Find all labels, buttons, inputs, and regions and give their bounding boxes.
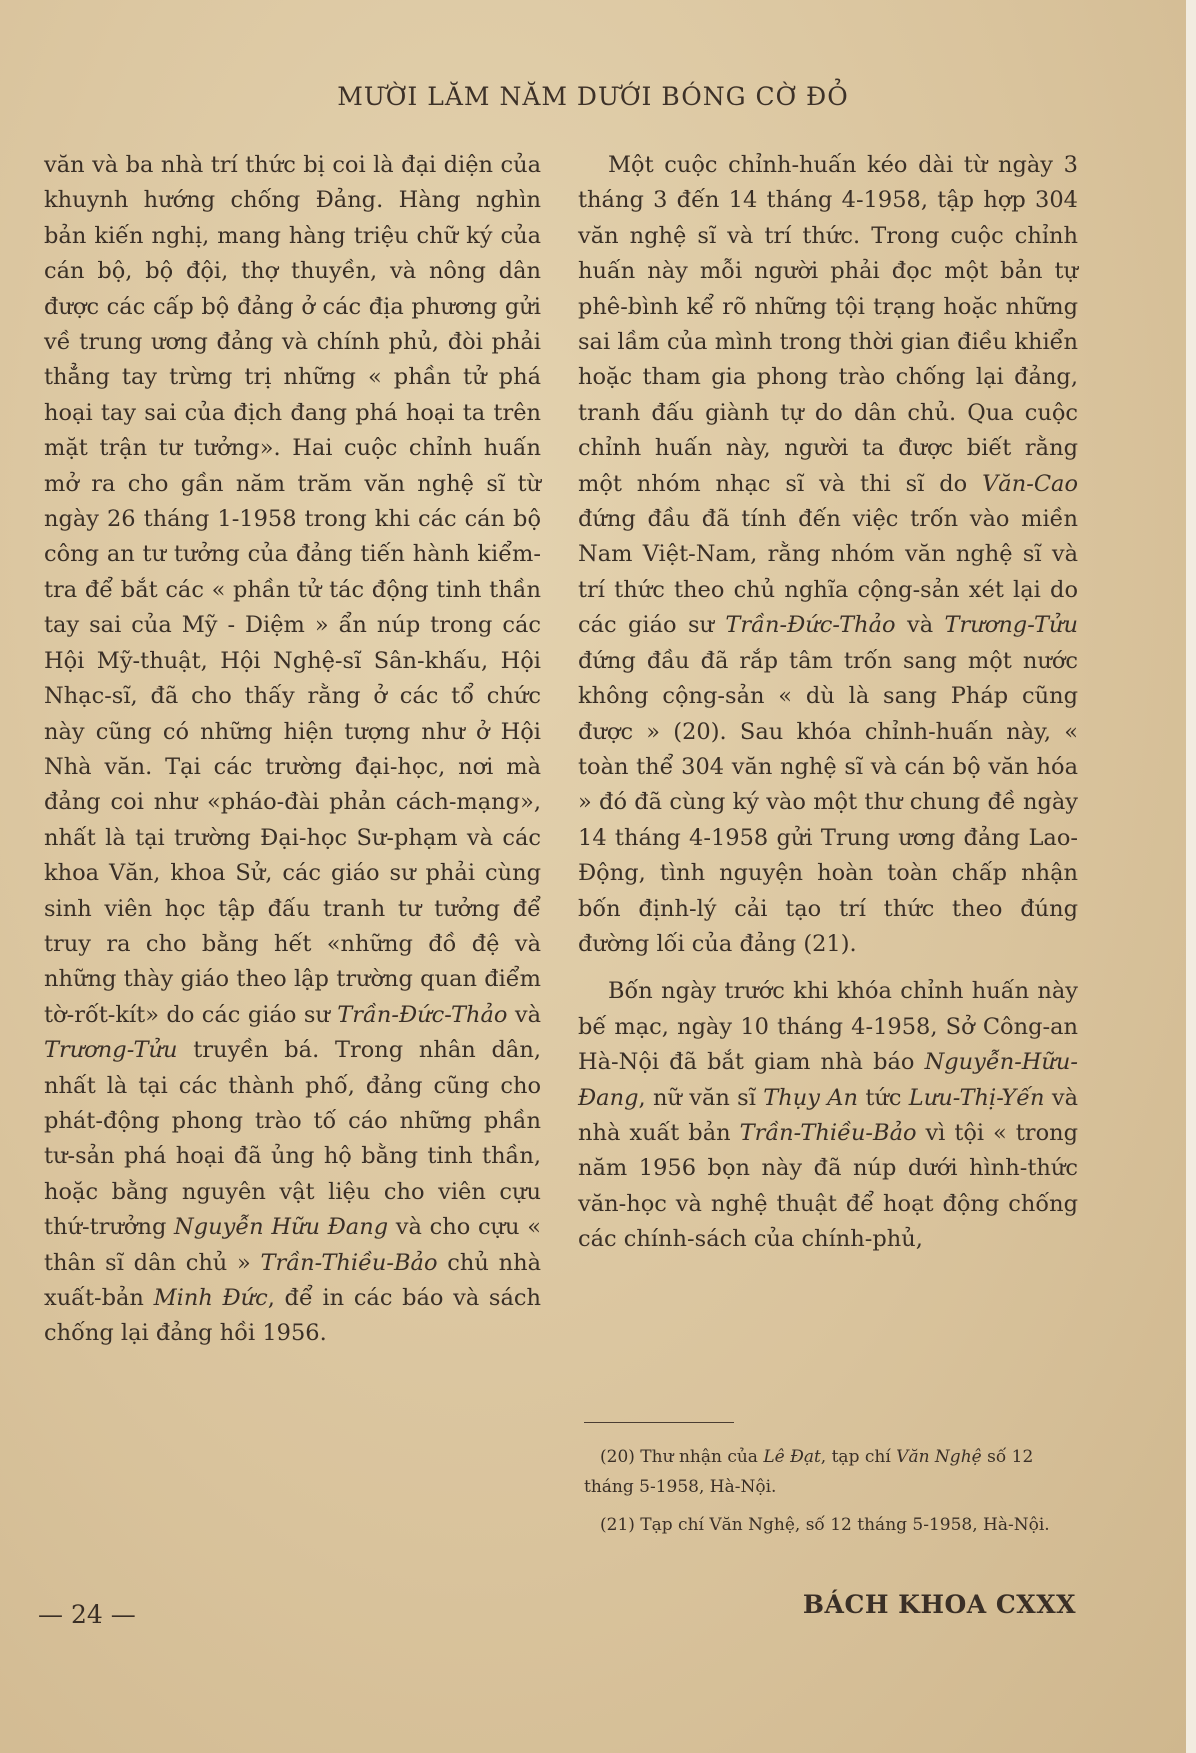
right-paragraph-1: [578, 148, 1078, 962]
text: và cho cựu « thân sĩ dân chủ »: [44, 1214, 541, 1276]
text: (20) Thư nhận của: [600, 1447, 764, 1467]
text: chủ nhà xuất-bản: [44, 1249, 541, 1311]
footnote-21: (21) Tạp chí Văn Nghệ, số 12 tháng 5-1958, Hà-Nội.: [600, 1515, 1050, 1535]
name: Thụy An: [763, 1084, 859, 1111]
text: , để in các báo và sách chống lại đảng hồi 1956.: [44, 1285, 541, 1347]
name: Trần-Đức-Thảo: [337, 1001, 508, 1028]
magazine-name: BÁCH KHOA CXXX: [802, 1590, 1076, 1619]
right-paragraph-2: [578, 974, 1078, 1257]
text: và: [895, 612, 945, 639]
name: Nguyễn Hữu Đang: [174, 1214, 389, 1241]
name: Văn-Cao: [982, 470, 1078, 497]
text: vì tội « trong năm 1956 bọn này đã núp dưới hình-thức văn-học và nghệ thuật để hoạt động chống các chính-sách của chính-phủ,: [578, 1119, 1079, 1253]
running-head: MƯỜI LĂM NĂM DƯỚI BÓNG CỜ ĐỎ: [337, 82, 849, 111]
footnote-20: [584, 1442, 1079, 1502]
name: Trần-Thiều-Bảo: [260, 1249, 438, 1276]
text: tức: [858, 1084, 909, 1111]
text: văn và ba nhà trí thức bị coi là đại diện của khuynh hướng chống Đảng. Hàng nghìn bản kiến nghị, mang hàng triệu chữ ký của cán bộ, bộ đội, thợ thuyền, và nông dân được các cấp bộ đảng ở các địa phương gửi về trung ương đảng và chính phủ, đòi phải thẳng tay trừng trị những « phần tử phá hoại tay sai của địch đang phá hoại ta trên mặt trận tư tưởng». Hai cuộc chỉnh huấn mở ra cho gần năm trăm văn nghệ sĩ từ ngày 26 tháng 1-1958 trong khi các cán bộ công an tư tưởng của đảng tiến hành kiểm-tra để bắt các « phần tử tác động tinh thần tay sai của Mỹ - Diệm » ẩn núp trong các Hội Mỹ-thuật, Hội Nghệ-sĩ Sân-khấu, Hội Nhạc-sĩ, đã cho thấy rằng ở các tổ chức này cũng có những hiện tượng như ở Hội Nhà văn. Tại các trường đại-học, nơi mà đảng coi như «pháo-đài phản cách-mạng», nhất là tại trường Đại-học Sư-phạm và các khoa Văn, khoa Sử, các giáo sư phải cùng sinh viên học tập đấu tranh tư tưởng để truy ra cho bằng hết «những đồ đệ và những thày giáo theo lập trường quan điểm tờ-rốt-kít» do các giáo sư: [44, 152, 541, 1028]
name: Trần-Thiều-Bảo: [739, 1119, 917, 1146]
footnotes: [584, 1442, 1079, 1548]
text: truyền bá. Trong nhân dân, nhất là tại các thành phố, đảng cũng cho phát-động phong trào tố cáo những phần tư-sản phá hoại đã ủng hộ bằng tinh thần, hoặc bằng nguyên vật liệu cho viên cựu thứ-trưởng: [44, 1037, 541, 1241]
text: và nhà xuất bản: [578, 1084, 1078, 1146]
name: Văn Nghệ: [896, 1447, 982, 1467]
text: Một cuộc chỉnh-huấn kéo dài từ ngày 3 tháng 3 đến 14 tháng 4-1958, tập hợp 304 văn nghệ sĩ và trí thức. Trong cuộc chỉnh huấn này mỗi người phải đọc một bản tự phê-bình kể rõ những tội trạng hoặc những sai lầm của mình trong thời gian điều khiển hoặc tham gia phong trào chống lại đảng, tranh đấu giành tự do dân chủ. Qua cuộc chỉnh huấn này, người ta được biết rằng một nhóm nhạc sĩ và thi sĩ do: [578, 152, 1078, 497]
name: Trương-Tửu: [944, 612, 1078, 639]
name: Lưu-Thị-Yến: [908, 1084, 1045, 1111]
text: đứng đầu đã tính đến việc trốn vào miền Nam Việt-Nam, rằng nhóm văn nghệ sĩ và trí thức theo chủ nghĩa cộng-sản xét lại do các giáo sư: [578, 506, 1078, 639]
footnote-divider: [584, 1422, 734, 1423]
name: Trần-Đức-Thảo: [725, 612, 896, 639]
text: , tạp chí: [820, 1447, 897, 1467]
right-column: [578, 148, 1078, 1258]
page-number: — 24 —: [38, 1600, 136, 1629]
left-paragraph: [44, 148, 541, 1352]
text: số 12 tháng 5-1958, Hà-Nội.: [584, 1447, 1034, 1497]
name: Trương-Tửu: [44, 1037, 178, 1064]
text: Bốn ngày trước khi khóa chỉnh huấn này bế mạc, ngày 10 tháng 4-1958, Sở Công-an Hà-Nội đã bắt giam nhà báo: [578, 978, 1078, 1076]
name: Lê Đạt: [763, 1447, 821, 1467]
name: Minh Đức: [153, 1285, 268, 1311]
text: và: [507, 1001, 542, 1028]
page-edge: [1186, 0, 1196, 1753]
text: đứng đầu đã rắp tâm trốn sang một nước không cộng-sản « dù là sang Pháp cũng được » (20). Sau khóa chỉnh-huấn này, « toàn thể 304 văn nghệ sĩ và cán bộ văn hóa » đó đã cùng ký vào một thư chung đề ngày 14 tháng 4-1958 gửi Trung ương đảng Lao-Động, tình nguyện hoàn toàn chấp nhận bốn định-lý cải tạo trí thức theo đúng đường lối của đảng (21).: [578, 647, 1078, 957]
text: , nữ văn sĩ: [638, 1084, 764, 1111]
left-column: [44, 148, 541, 1352]
name: Nguyễn-Hữu-Đang: [578, 1049, 1078, 1111]
